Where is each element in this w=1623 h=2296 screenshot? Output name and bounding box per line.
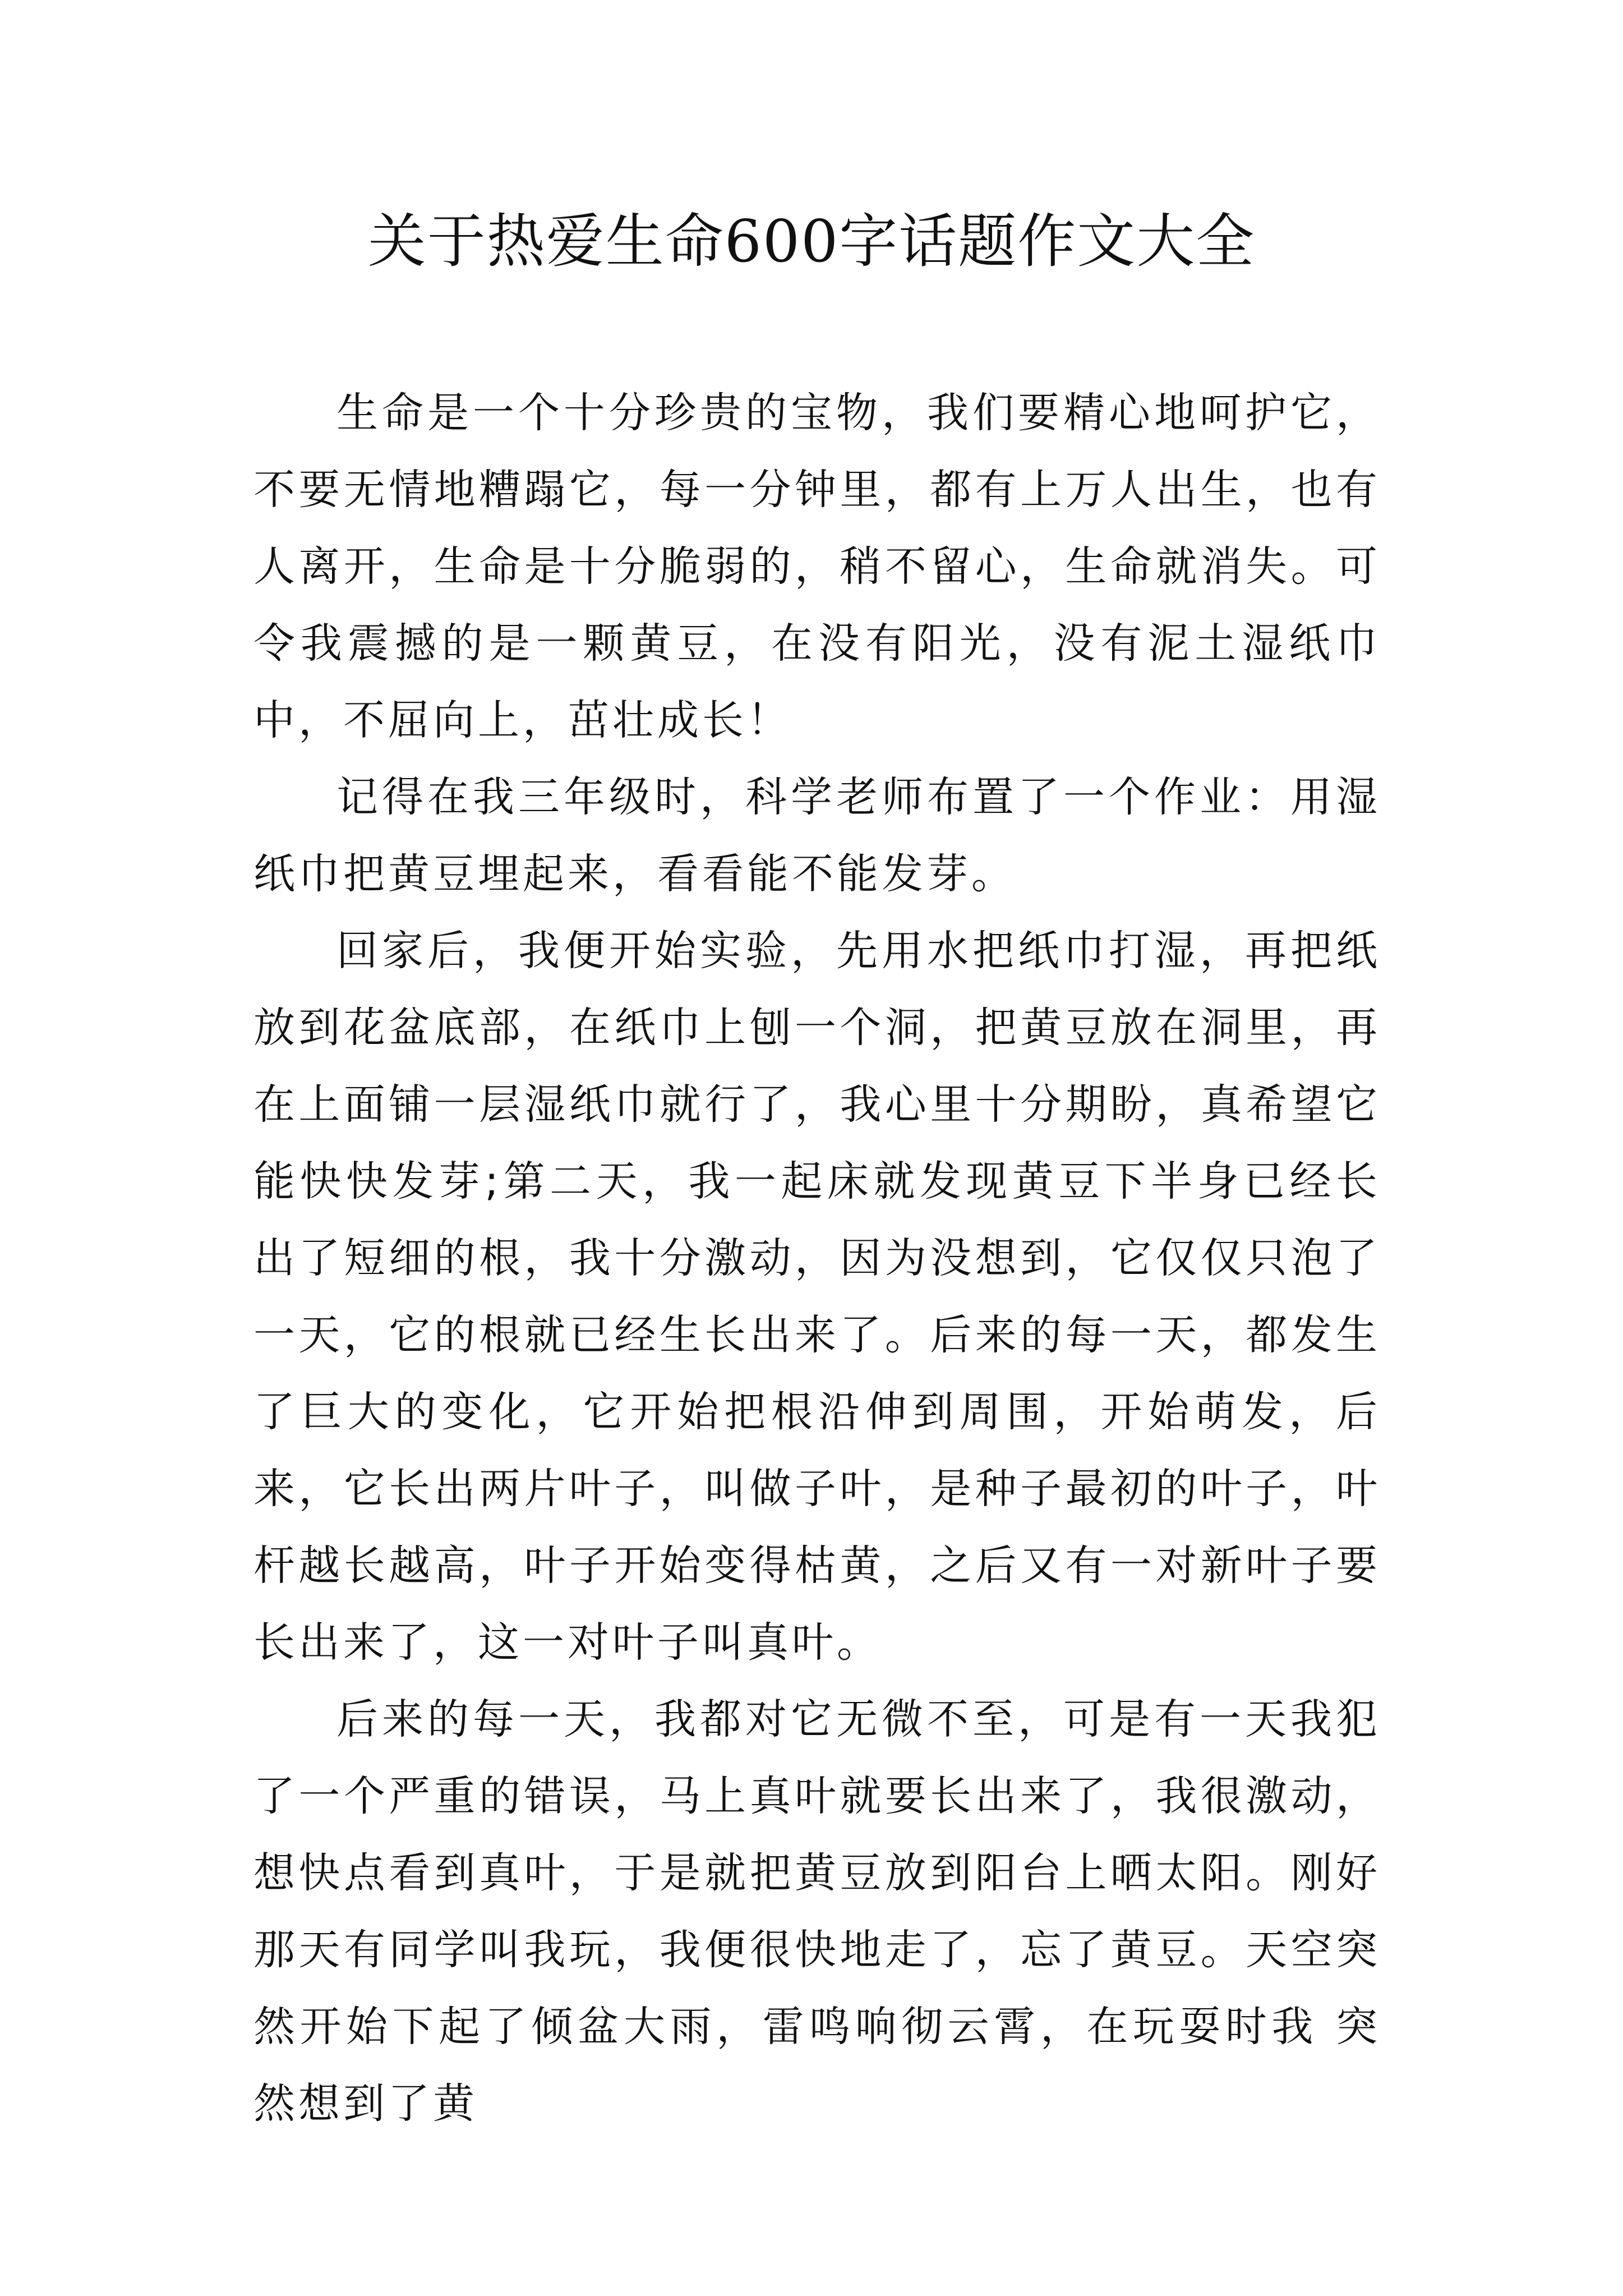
paragraph-2: 记得在我三年级时，科学老师布置了一个作业：用湿纸巾把黄豆埋起来，看看能不能发芽。 [253, 773, 1381, 898]
paragraph-3: 回家后，我便开始实验，先用水把纸巾打湿，再把纸放到花盆底部，在纸巾上刨一个洞，把黄豆放在洞里，再在上面铺一层湿纸巾就行了，我心里十分期盼，真希望它能快快发芽;第二天，我一起床就发现黄豆下半身已经长出了短细的根，我十分激动，因为没想到，它仅仅只泡了一天，它的根就已经生长出来了。后来的每一天，都发生了巨大的变化，它开始把根沿伸到周围，开始萌发，后来，它长出两片叶子，叫做子叶，是种子最初的叶子，叶杆越长越高，叶子开始变得枯黄，之后又有一对新叶子要长出来了，这一对叶子叫真叶。 [253, 927, 1381, 1667]
paragraph-4: 后来的每一天，我都对它无微不至，可是有一天我犯了一个严重的错误，马上真叶就要长出来了，我很激动，想快点看到真叶，于是就把黄豆放到阳台上晒太阳。刚好那天有同学叫我玩，我便很快地走了，忘了黄豆。天空突然开始下起了倾盆大雨，雷鸣响彻云霄，在玩耍时我 突然想到了黄 [253, 1695, 1381, 2128]
paragraph-1: 生命是一个十分珍贵的宝物，我们要精心地呵护它，不要无情地糟蹋它，每一分钟里，都有上万人出生，也有人离开，生命是十分脆弱的，稍不留心，生命就消失。可令我震撼的是一颗黄豆，在没有阳光，没有泥土湿纸巾中，不屈向上，茁壮成长！ [253, 389, 1381, 744]
document-body [253, 375, 1381, 2142]
document-title: 关于热爱生命600字话题作文大全 [367, 207, 1256, 275]
